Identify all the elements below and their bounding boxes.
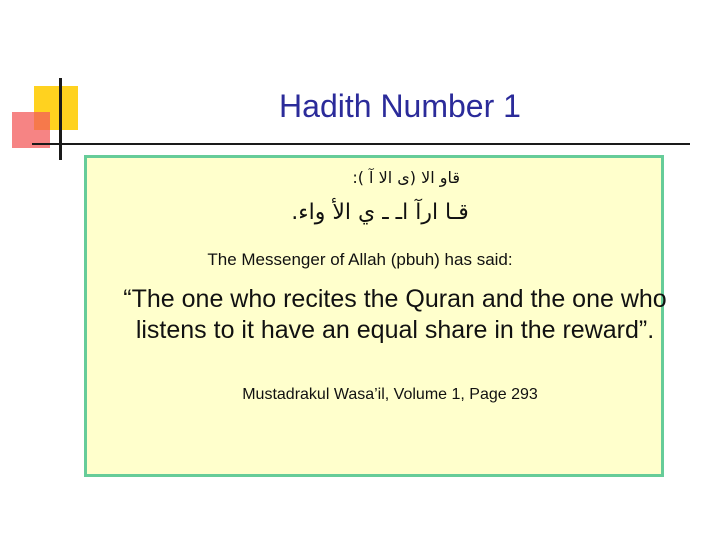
decorative-vertical-line <box>59 78 62 160</box>
decorative-horizontal-line <box>32 143 690 145</box>
arabic-attribution: قاو الا (ى الا آ ): <box>352 168 460 187</box>
slide-title: Hadith Number 1 <box>279 88 521 124</box>
hadith-quote: “The one who recites the Quran and the one who listens to it have an equal share in the reward”. <box>123 285 667 344</box>
arabic-hadith-text: قـا ارآ اـ ـ ي الأ واء. <box>291 200 469 225</box>
hadith-intro: The Messenger of Allah (pbuh) has said: <box>207 250 513 269</box>
hadith-source: Mustadrakul Wasa’il, Volume 1, Page 293 <box>242 386 538 403</box>
